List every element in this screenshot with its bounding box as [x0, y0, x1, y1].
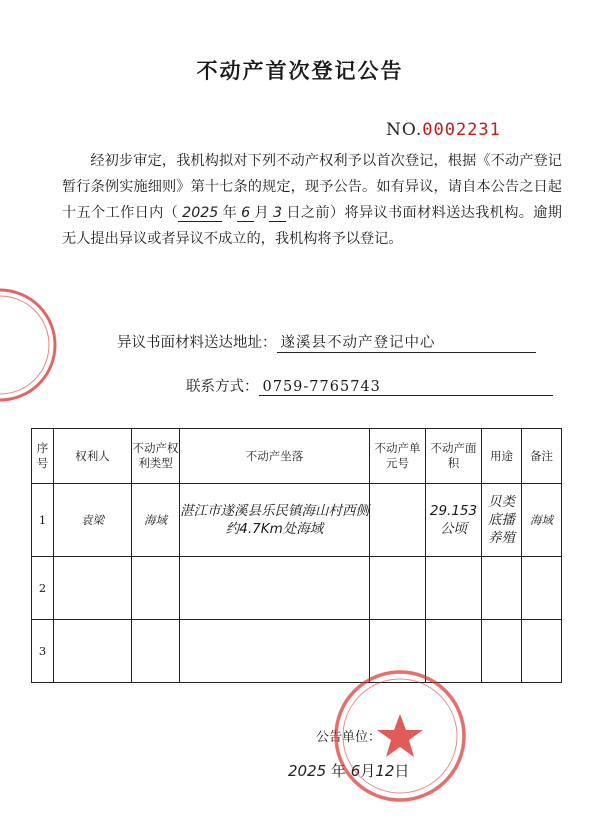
cell-use: 贝类底播养殖	[482, 484, 522, 557]
table-row	[32, 484, 562, 557]
header-location: 不动产坐落	[180, 429, 370, 484]
cell-right-type	[132, 557, 180, 620]
registration-table	[31, 428, 562, 683]
cell-remark: 海域	[522, 484, 562, 557]
header-right-type: 不动产权利类型	[132, 429, 180, 484]
deadline-month: 6	[237, 205, 254, 222]
cell-holder	[54, 620, 132, 683]
partial-seal-icon	[0, 285, 60, 405]
cell-use	[482, 620, 522, 683]
header-holder: 权利人	[54, 429, 132, 484]
cell-no: 2	[32, 557, 54, 620]
table-row	[32, 557, 562, 620]
address-value: 遂溪县不动产登记中心	[277, 331, 536, 353]
cell-no: 3	[32, 620, 54, 683]
cell-right-type	[132, 620, 180, 683]
address-label: 异议书面材料送达地址：	[117, 335, 277, 351]
issue-year: 2025	[288, 762, 327, 780]
cell-area: 29.153公顷	[426, 484, 482, 557]
cell-right-type: 海域	[132, 484, 180, 557]
cell-remark	[522, 557, 562, 620]
notice-text-part1: 经初步审定，我机构拟对下列不动产权利予以首次登记，根据《不动产登记暂行条例实施细则》第十七条的规定，现予公告。如有异议，请自本公告之日起十五个工作日内（	[62, 153, 562, 221]
deadline-year: 2025	[178, 205, 222, 222]
header-area: 不动产面积	[426, 429, 482, 484]
page-title: 不动产首次登记公告	[196, 58, 404, 83]
header-unit-no: 不动产单元号	[370, 429, 426, 484]
table-header-row	[32, 429, 562, 484]
cell-holder: 袁梁	[54, 484, 132, 557]
deadline-month-unit: 月	[254, 205, 270, 221]
document-number	[386, 120, 501, 140]
table-row	[32, 620, 562, 683]
issue-day-unit: 日	[394, 762, 410, 780]
address-line	[117, 331, 536, 353]
contact-value: 0759-7765743	[259, 379, 553, 396]
cell-location	[180, 557, 370, 620]
contact-label: 联系方式：	[186, 379, 259, 395]
issuer-label: 公告单位：	[316, 730, 382, 745]
cell-no: 1	[32, 484, 54, 557]
header-remark: 备注	[522, 429, 562, 484]
notice-text-part2: 日之前）将异议书面材料送达我机构。逾期无人提出异议或者异议不成立的，我机构将予以登记。	[62, 205, 562, 247]
number-digits: 0002231	[422, 120, 501, 140]
issue-month-unit: 月	[360, 762, 376, 780]
issue-month: 6	[350, 762, 361, 780]
cell-unit-no	[370, 484, 426, 557]
notice-paragraph	[62, 148, 562, 252]
issue-day: 12	[375, 762, 395, 780]
number-prefix: NO.	[386, 120, 423, 140]
official-seal-icon	[330, 666, 470, 806]
cell-use	[482, 557, 522, 620]
issue-year-unit: 年	[330, 762, 346, 780]
cell-remark	[522, 620, 562, 683]
contact-line	[186, 375, 553, 396]
cell-area	[426, 557, 482, 620]
deadline-day: 3	[269, 205, 286, 222]
cell-unit-no	[370, 557, 426, 620]
cell-location: 湛江市遂溪县乐民镇海山村西侧约4.7Km处海域	[180, 484, 370, 557]
cell-holder	[54, 557, 132, 620]
header-no: 序号	[32, 429, 54, 484]
deadline-year-unit: 年	[222, 205, 238, 221]
header-use: 用途	[482, 429, 522, 484]
